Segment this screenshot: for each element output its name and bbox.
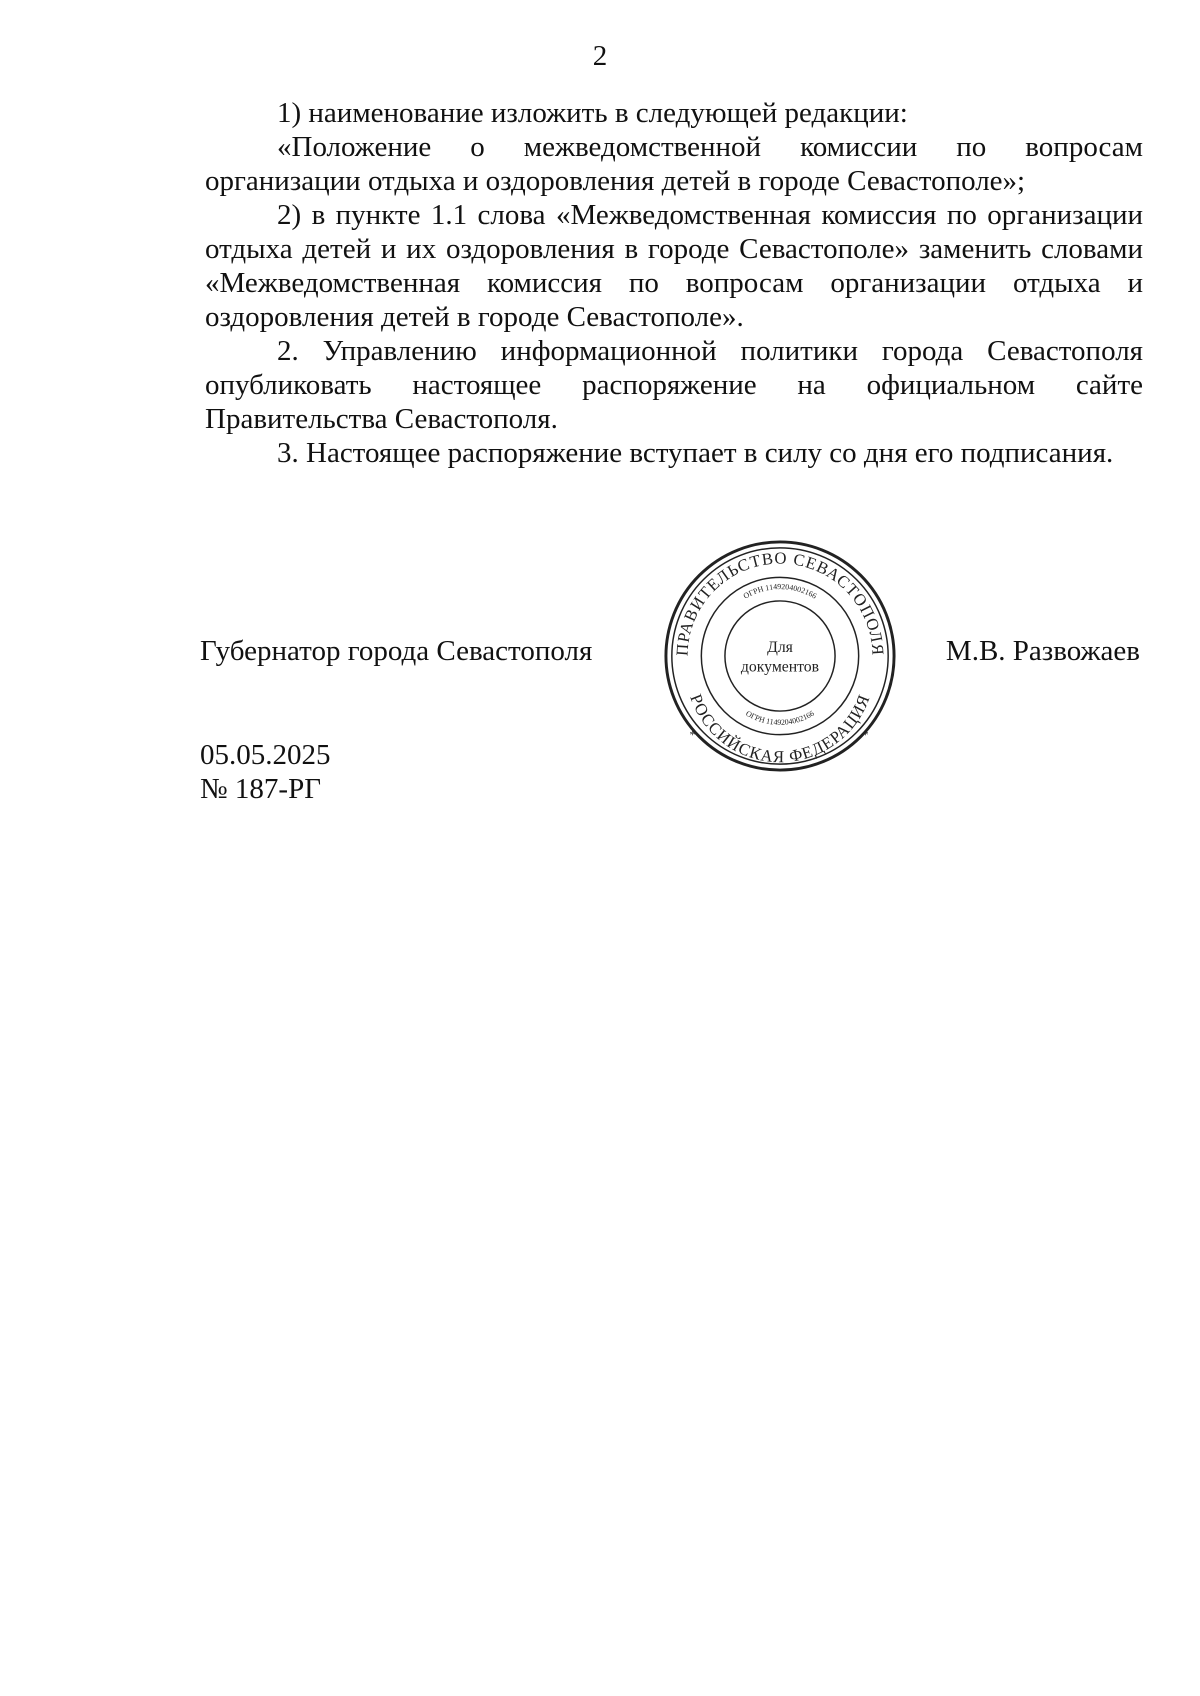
paragraph-2: «Положение о межведомственной комиссии по вопросам организации отдыха и оздоровления детей в городе Севастополе»; (205, 131, 1143, 197)
document-date: 05.05.2025 (200, 739, 331, 771)
signatory-name: М.В. Развожаев (945, 635, 1140, 667)
seal-star-icon: * (862, 727, 869, 742)
paragraph-5: 3. Настоящее распоряжение вступает в силу со дня его подписания. (277, 437, 1114, 469)
seal-inner-bottom-text: ОГРН 1149204002166 (744, 708, 816, 727)
seal-center-line-2: документов (740, 658, 820, 676)
document-body (205, 96, 1143, 470)
seal-stamp-graphic (662, 538, 898, 774)
signatory-position: Губернатор города Севастополя (200, 635, 593, 667)
seal-inner-top-text: ОГРН 1149204002166 (741, 582, 819, 601)
official-seal (662, 538, 898, 774)
document-number: № 187-РГ (200, 773, 321, 805)
seal-center-line-1: Для (767, 639, 793, 657)
seal-star-icon: * (689, 727, 696, 742)
document-registration (200, 738, 331, 806)
paragraph-1: 1) наименование изложить в следующей редакции: (277, 97, 908, 129)
paragraph-3: 2) в пункте 1.1 слова «Межведомственная комиссия по организации отдыха детей и их оздоровления в городе Севастополе» заменить словами «Межведомственная комиссия по вопросам организации отдыха и оздоровления детей в городе Севастополе». (205, 199, 1143, 333)
paragraph-4: 2. Управлению информационной политики города Севастополя опубликовать настоящее распоряжение на официальном сайте Правительства Севастополя. (205, 335, 1143, 435)
page-number: 2 (592, 40, 608, 72)
seal-outer-bottom-text: РОССИЙСКАЯ ФЕДЕРАЦИЯ (686, 691, 874, 767)
seal-outer-top-text: ПРАВИТЕЛЬСТВО СЕВАСТОПОЛЯ (672, 548, 888, 657)
